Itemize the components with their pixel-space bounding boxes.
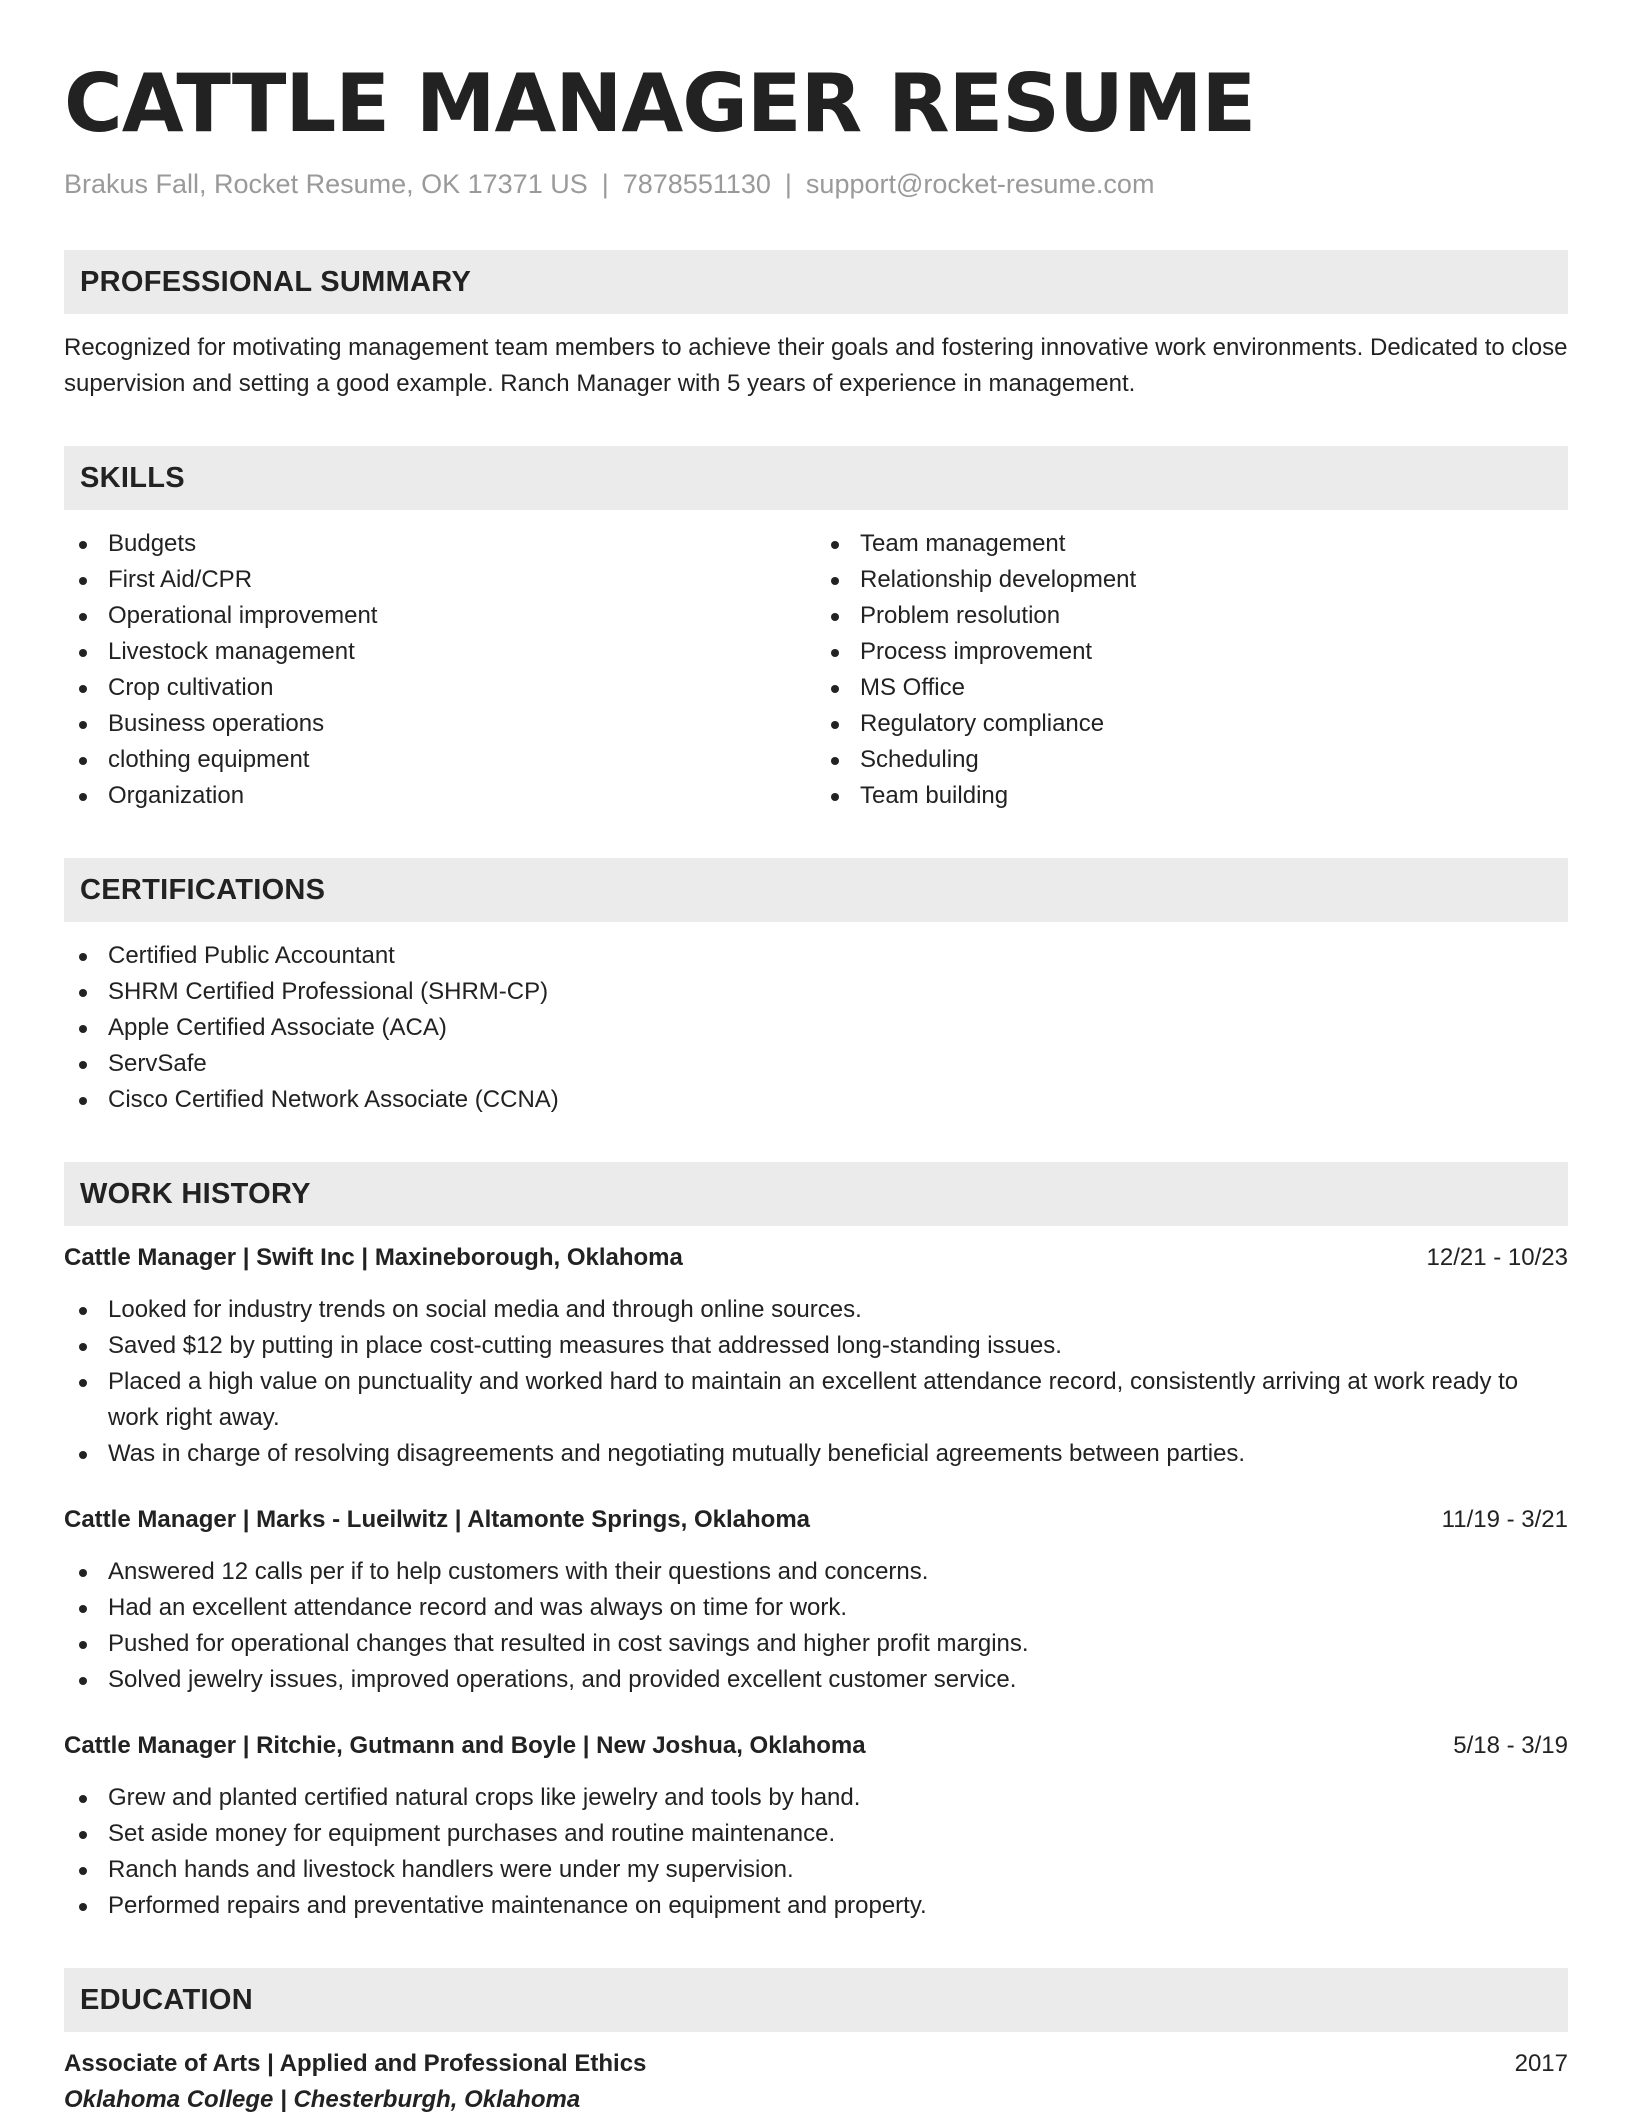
contact-separator: | [601, 169, 609, 199]
education-year: 2017 [1514, 2050, 1568, 2077]
skill-item: Process improvement [816, 634, 1568, 670]
resume-title: CATTLE MANAGER RESUME [64, 57, 1256, 150]
skill-item: Problem resolution [816, 598, 1568, 634]
job-bullet: Placed a high value on punctuality and worked hard to maintain an excellent attendance record, consistently arriving at work ready to work right away. [64, 1364, 1568, 1436]
job-bullets [64, 1554, 1568, 1698]
contact-address: Brakus Fall, Rocket Resume, OK 17371 US [64, 169, 588, 199]
job-bullet: Looked for industry trends on social media and through online sources. [64, 1292, 1568, 1328]
job-bullet: Had an excellent attendance record and was always on time for work. [64, 1590, 1568, 1626]
job-bullet: Performed repairs and preventative maintenance on equipment and property. [64, 1888, 1568, 1924]
skill-item: Operational improvement [64, 598, 816, 634]
contact-line [64, 166, 1568, 202]
contact-separator: | [784, 169, 792, 199]
certifications-list [64, 938, 1568, 1118]
skill-item: Team building [816, 778, 1568, 814]
job-title: Cattle Manager | Ritchie, Gutmann and Boyle | New Joshua, Oklahoma [64, 1732, 866, 1759]
job-header [64, 1240, 1568, 1276]
skill-item: Livestock management [64, 634, 816, 670]
education-school: Oklahoma College | Chesterburgh, Oklahoma [64, 2086, 581, 2113]
skill-item: Team management [816, 526, 1568, 562]
skills-right-list [816, 526, 1568, 814]
skills-column-left [64, 526, 816, 814]
job-title: Cattle Manager | Marks - Lueilwitz | Altamonte Springs, Oklahoma [64, 1506, 811, 1533]
job-bullets [64, 1292, 1568, 1472]
skill-item: Business operations [64, 706, 816, 742]
summary-text: Recognized for motivating management team members to achieve their goals and fostering innovative work environments. Dedicated to close supervision and setting a good example. Ranch Manager with 5 years of experience in management. [64, 334, 1568, 397]
contact-email: support@rocket-resume.com [805, 169, 1155, 199]
job-header [64, 1502, 1568, 1538]
job-bullet: Was in charge of resolving disagreements and negotiating mutually beneficial agreements between parties. [64, 1436, 1568, 1472]
job-bullet: Ranch hands and livestock handlers were under my supervision. [64, 1852, 1568, 1888]
education-header [64, 2046, 1568, 2082]
skills-left-list [64, 526, 816, 814]
certifications-bullets [64, 938, 1568, 1118]
job-dates: 5/18 - 3/19 [1453, 1732, 1568, 1759]
skill-item: Budgets [64, 526, 816, 562]
job-dates: 12/21 - 10/23 [1426, 1244, 1568, 1271]
skill-item: Regulatory compliance [816, 706, 1568, 742]
education-degree: Associate of Arts | Applied and Professional Ethics [64, 2050, 647, 2077]
section-heading-education: EDUCATION [64, 1968, 1568, 2032]
certification-item: ServSafe [64, 1046, 1568, 1082]
skills-list [64, 526, 1568, 814]
contact-phone: 7878551130 [622, 169, 771, 199]
skill-item: First Aid/CPR [64, 562, 816, 598]
certification-item: Cisco Certified Network Associate (CCNA) [64, 1082, 1568, 1118]
section-heading-skills: SKILLS [64, 446, 1568, 510]
job-bullet: Answered 12 calls per if to help customers with their questions and concerns. [64, 1554, 1568, 1590]
section-heading-certifications: CERTIFICATIONS [64, 858, 1568, 922]
job-bullet: Saved $12 by putting in place cost-cutting measures that addressed long-standing issues. [64, 1328, 1568, 1364]
skill-item: clothing equipment [64, 742, 816, 778]
certification-item: Apple Certified Associate (ACA) [64, 1010, 1568, 1046]
job-entry [64, 1502, 1568, 1698]
job-bullet: Set aside money for equipment purchases and routine maintenance. [64, 1816, 1568, 1852]
job-bullet: Grew and planted certified natural crops like jewelry and tools by hand. [64, 1780, 1568, 1816]
job-header [64, 1728, 1568, 1764]
skills-column-right [816, 526, 1568, 814]
education-entry [64, 2046, 1568, 2118]
job-entry [64, 1728, 1568, 1924]
section-heading-summary: PROFESSIONAL SUMMARY [64, 250, 1568, 314]
job-dates: 11/19 - 3/21 [1441, 1506, 1568, 1533]
skill-item: Crop cultivation [64, 670, 816, 706]
job-bullets [64, 1780, 1568, 1924]
certification-item: SHRM Certified Professional (SHRM-CP) [64, 974, 1568, 1010]
job-title: Cattle Manager | Swift Inc | Maxineborough, Oklahoma [64, 1244, 683, 1271]
certification-item: Certified Public Accountant [64, 938, 1568, 974]
job-bullet: Pushed for operational changes that resulted in cost savings and higher profit margins. [64, 1626, 1568, 1662]
job-entry [64, 1240, 1568, 1472]
skill-item: MS Office [816, 670, 1568, 706]
skill-item: Relationship development [816, 562, 1568, 598]
job-bullet: Solved jewelry issues, improved operations, and provided excellent customer service. [64, 1662, 1568, 1698]
skill-item: Organization [64, 778, 816, 814]
section-heading-work-history: WORK HISTORY [64, 1162, 1568, 1226]
skill-item: Scheduling [816, 742, 1568, 778]
